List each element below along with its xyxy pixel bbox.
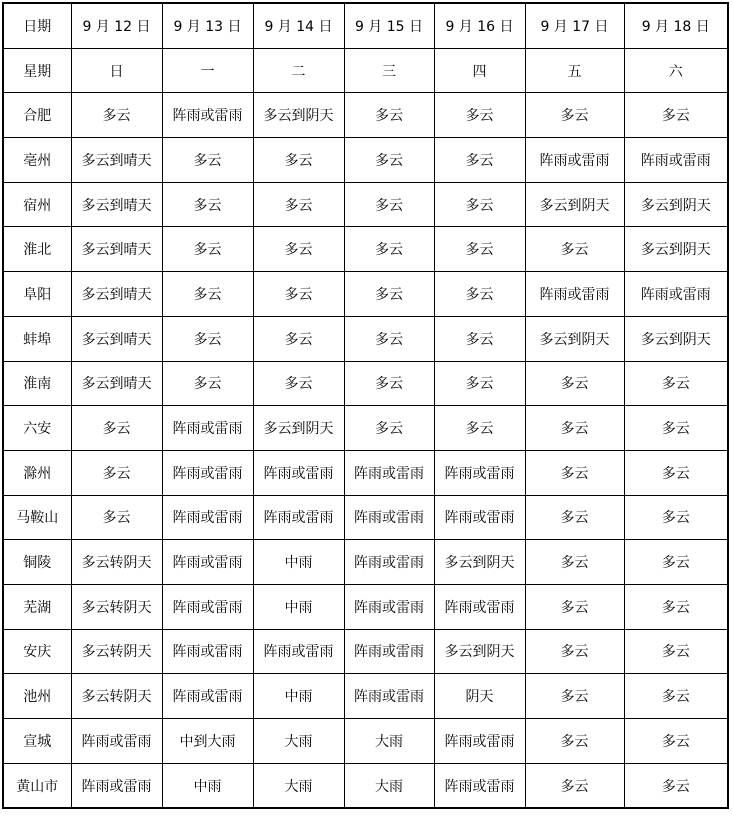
forecast-table-wrapper [2,2,729,809]
forecast-cell: 阵雨或雷雨 [344,584,434,629]
forecast-cell: 多云到晴天 [71,316,162,361]
forecast-cell: 多云到阴天 [624,182,728,227]
forecast-cell: 多云 [624,719,728,764]
forecast-cell: 阵雨或雷雨 [253,629,344,674]
city-name-cell: 合肥 [3,93,71,138]
forecast-cell: 中到大雨 [162,719,253,764]
city-row [3,719,728,764]
forecast-cell: 阵雨或雷雨 [434,763,525,808]
forecast-cell: 阵雨或雷雨 [162,629,253,674]
forecast-cell: 多云 [525,763,624,808]
city-name-cell: 宿州 [3,182,71,227]
city-row [3,227,728,272]
forecast-cell: 多云 [624,763,728,808]
city-name-cell: 黄山市 [3,763,71,808]
forecast-cell: 阵雨或雷雨 [624,272,728,317]
city-name-cell: 芜湖 [3,584,71,629]
city-name-cell: 池州 [3,674,71,719]
forecast-cell: 大雨 [253,719,344,764]
forecast-cell: 多云 [344,182,434,227]
forecast-cell: 大雨 [344,719,434,764]
forecast-cell: 多云 [71,450,162,495]
forecast-cell: 多云 [162,138,253,183]
forecast-cell: 多云到阴天 [525,182,624,227]
forecast-cell: 多云 [162,182,253,227]
forecast-cell: 多云到晴天 [71,138,162,183]
city-row [3,674,728,719]
forecast-cell: 多云 [624,629,728,674]
forecast-cell: 阵雨或雷雨 [525,138,624,183]
city-name-cell: 蚌埠 [3,316,71,361]
forecast-cell: 多云 [624,406,728,451]
forecast-cell: 多云到阴天 [624,227,728,272]
forecast-cell: 大雨 [344,763,434,808]
forecast-cell: 中雨 [162,763,253,808]
forecast-cell: 多云 [525,406,624,451]
forecast-cell: 多云 [525,450,624,495]
forecast-cell: 多云到晴天 [71,272,162,317]
forecast-cell: 阵雨或雷雨 [162,93,253,138]
forecast-cell: 阵雨或雷雨 [344,450,434,495]
city-row [3,406,728,451]
forecast-cell: 多云 [162,316,253,361]
forecast-cell: 中雨 [253,540,344,585]
forecast-cell: 多云到阴天 [434,629,525,674]
city-name-cell: 亳州 [3,138,71,183]
weekday-header-label: 星期 [3,48,71,93]
forecast-cell: 阵雨或雷雨 [434,719,525,764]
city-name-cell: 阜阳 [3,272,71,317]
forecast-cell: 多云 [344,272,434,317]
forecast-cell: 多云到阴天 [253,406,344,451]
city-name-cell: 淮南 [3,361,71,406]
city-row [3,138,728,183]
forecast-cell: 多云转阴天 [71,584,162,629]
date-cell: 9 月 15 日 [344,3,434,48]
weekday-cell: 二 [253,48,344,93]
forecast-cell: 多云 [253,227,344,272]
forecast-cell: 多云 [162,272,253,317]
forecast-cell: 多云 [162,227,253,272]
date-cell: 9 月 16 日 [434,3,525,48]
forecast-cell: 阵雨或雷雨 [162,450,253,495]
forecast-cell: 阵雨或雷雨 [344,674,434,719]
city-row [3,763,728,808]
weekday-header-row [3,48,728,93]
forecast-cell: 多云 [162,361,253,406]
forecast-cell: 阵雨或雷雨 [344,540,434,585]
forecast-cell: 阵雨或雷雨 [162,495,253,540]
forecast-cell: 多云 [624,450,728,495]
forecast-cell: 多云 [344,138,434,183]
forecast-cell: 多云 [624,674,728,719]
forecast-cell: 多云 [525,361,624,406]
city-name-cell: 安庆 [3,629,71,674]
forecast-cell: 多云 [71,406,162,451]
date-cell: 9 月 14 日 [253,3,344,48]
city-row [3,629,728,674]
forecast-cell: 阴天 [434,674,525,719]
forecast-cell: 大雨 [253,763,344,808]
forecast-cell: 多云 [525,629,624,674]
forecast-cell: 多云到晴天 [71,182,162,227]
forecast-cell: 多云 [624,361,728,406]
forecast-cell: 中雨 [253,674,344,719]
forecast-cell: 阵雨或雷雨 [162,584,253,629]
forecast-cell: 多云 [624,93,728,138]
city-row [3,495,728,540]
weekday-cell: 日 [71,48,162,93]
forecast-cell: 多云转阴天 [71,674,162,719]
forecast-cell: 多云到阴天 [624,316,728,361]
city-name-cell: 宣城 [3,719,71,764]
city-row [3,316,728,361]
forecast-cell: 多云 [434,316,525,361]
city-name-cell: 六安 [3,406,71,451]
city-name-cell: 淮北 [3,227,71,272]
forecast-cell: 多云到晴天 [71,227,162,272]
forecast-cell: 多云 [434,182,525,227]
forecast-cell: 多云 [525,540,624,585]
forecast-cell: 多云 [624,584,728,629]
date-header-label: 日期 [3,3,71,48]
forecast-cell: 多云 [525,227,624,272]
forecast-cell: 阵雨或雷雨 [434,584,525,629]
forecast-cell: 多云 [253,182,344,227]
forecast-cell: 多云 [434,272,525,317]
forecast-cell: 多云 [344,361,434,406]
city-row [3,540,728,585]
forecast-cell: 多云 [525,719,624,764]
date-cell: 9 月 18 日 [624,3,728,48]
city-row [3,93,728,138]
forecast-cell: 多云 [624,495,728,540]
forecast-cell: 多云 [525,495,624,540]
date-header-row [3,3,728,48]
date-cell: 9 月 12 日 [71,3,162,48]
forecast-cell: 中雨 [253,584,344,629]
forecast-cell: 多云到晴天 [71,361,162,406]
forecast-cell: 多云 [434,406,525,451]
forecast-cell: 阵雨或雷雨 [434,495,525,540]
forecast-cell: 多云到阴天 [525,316,624,361]
weekday-cell: 四 [434,48,525,93]
forecast-cell: 多云到阴天 [434,540,525,585]
forecast-cell: 多云 [624,540,728,585]
forecast-cell: 多云 [525,584,624,629]
forecast-cell: 多云 [525,93,624,138]
forecast-cell: 阵雨或雷雨 [162,674,253,719]
weekday-cell: 三 [344,48,434,93]
forecast-cell: 多云 [71,93,162,138]
forecast-cell: 多云 [71,495,162,540]
forecast-cell: 阵雨或雷雨 [253,495,344,540]
forecast-cell: 多云 [344,316,434,361]
forecast-cell: 阵雨或雷雨 [624,138,728,183]
city-name-cell: 滁州 [3,450,71,495]
forecast-cell: 阵雨或雷雨 [434,450,525,495]
forecast-cell: 多云 [344,93,434,138]
forecast-cell: 多云 [344,406,434,451]
city-row [3,272,728,317]
forecast-cell: 阵雨或雷雨 [344,629,434,674]
forecast-cell: 多云到阴天 [253,93,344,138]
forecast-cell: 多云 [253,316,344,361]
city-row [3,450,728,495]
date-cell: 9 月 13 日 [162,3,253,48]
weekday-cell: 一 [162,48,253,93]
city-row [3,182,728,227]
forecast-cell: 多云 [253,138,344,183]
forecast-cell: 多云转阴天 [71,540,162,585]
forecast-cell: 多云 [434,227,525,272]
forecast-cell: 多云 [253,272,344,317]
city-name-cell: 马鞍山 [3,495,71,540]
forecast-cell: 多云 [344,227,434,272]
forecast-cell: 多云 [253,361,344,406]
forecast-cell: 多云 [434,361,525,406]
weekday-cell: 五 [525,48,624,93]
forecast-cell: 多云转阴天 [71,629,162,674]
forecast-cell: 阵雨或雷雨 [162,406,253,451]
date-cell: 9 月 17 日 [525,3,624,48]
forecast-cell: 多云 [434,138,525,183]
forecast-cell: 阵雨或雷雨 [162,540,253,585]
city-row [3,361,728,406]
forecast-cell: 多云 [525,674,624,719]
weekday-cell: 六 [624,48,728,93]
forecast-cell: 阵雨或雷雨 [71,719,162,764]
forecast-cell: 多云 [434,93,525,138]
city-row [3,584,728,629]
city-name-cell: 铜陵 [3,540,71,585]
forecast-cell: 阵雨或雷雨 [71,763,162,808]
forecast-cell: 阵雨或雷雨 [525,272,624,317]
weather-forecast-table [2,2,729,809]
forecast-cell: 阵雨或雷雨 [253,450,344,495]
forecast-cell: 阵雨或雷雨 [344,495,434,540]
